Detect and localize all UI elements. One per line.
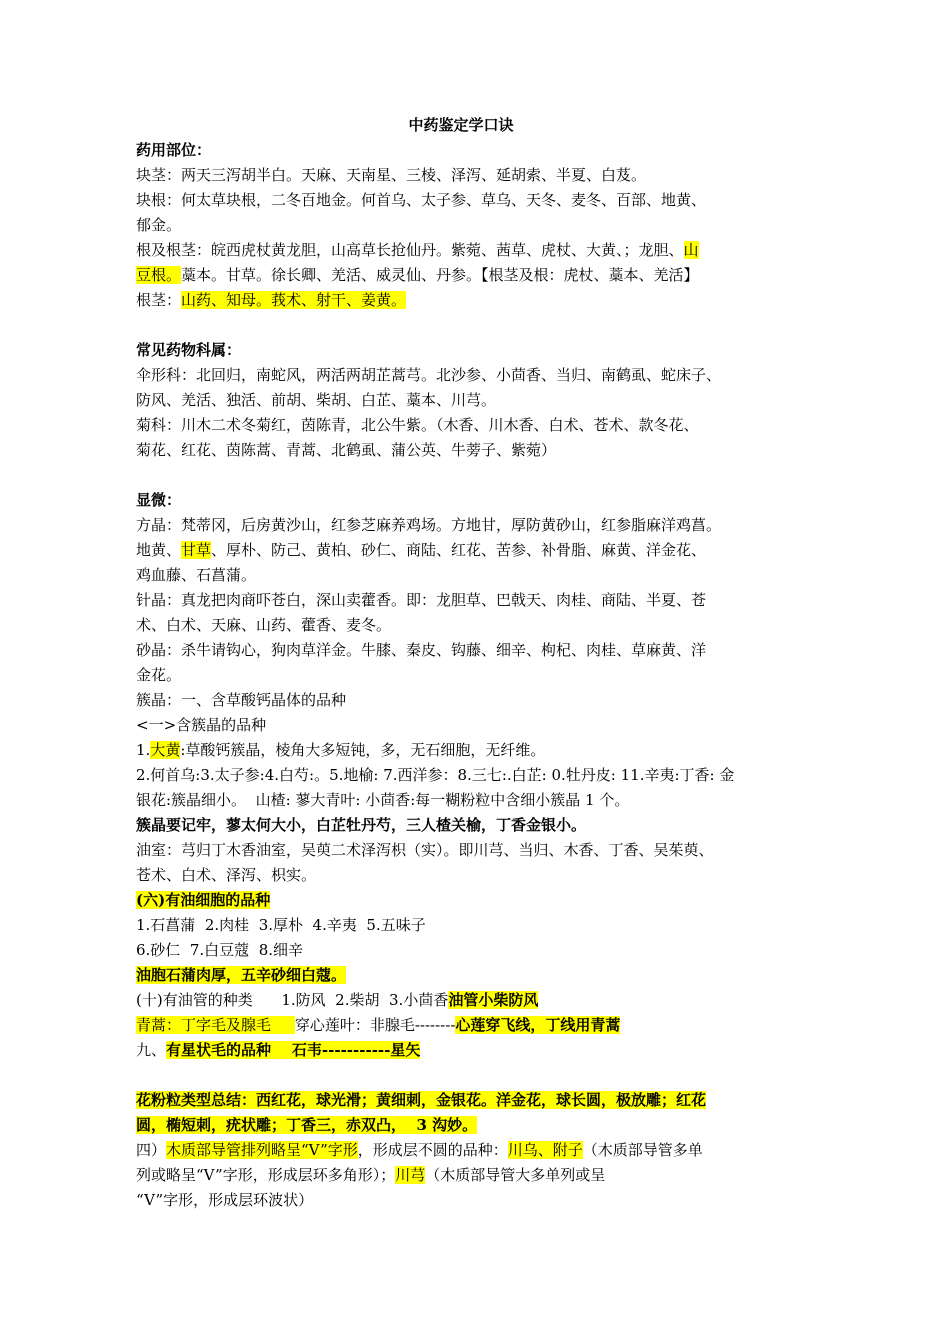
subheading-line [136, 888, 786, 913]
text-span: 穿心莲叶：非腺毛-------- [294, 1016, 456, 1034]
highlight-span: 油管小柴防风 [448, 991, 539, 1009]
text-line: 菊花、红花、茵陈蒿、青蒿、北鹤虱、蒲公英、牛蒡子、紫菀） [136, 441, 557, 459]
section-heading-microscopy: 显微： [136, 491, 182, 509]
highlight-span: 山药、知母。莪术、射干、姜黄。 [181, 291, 407, 309]
section-heading-families: 常见药物科属： [136, 341, 242, 359]
text-span: （木质部导管多单 [582, 1141, 703, 1159]
text-line: 方晶：梵蒂冈，后房黄沙山，红参芝麻养鸡场。方地甘，厚防黄砂山，红参脂麻洋鸡菖。 [136, 516, 722, 534]
text-line: 2.何首乌:3.太子参:4.白芍:。5.地榆: 7.西洋参：8.三七:.白芷: 0.牡丹皮: 11.辛夷:丁香: 金 [136, 766, 735, 784]
text-line: 金花。 [136, 666, 182, 684]
text-span: 列或略呈“V”字形，形成层环多角形）； [136, 1166, 396, 1184]
highlight-span: (六)有油细胞的品种 [136, 891, 271, 909]
text-line: 郁金。 [136, 216, 182, 234]
text-line [136, 288, 786, 313]
highlight-span: 甘草 [181, 541, 212, 559]
text-line: 砂晶：杀牛请钩心，狗肉草洋金。牛膝、秦皮、钩藤、细辛、枸杞、肉桂、草麻黄、洋 [136, 641, 707, 659]
mnemonic-line [136, 1113, 786, 1138]
text-line: 术、白术、天麻、山药、藿香、麦冬。 [136, 616, 392, 634]
text-span: 、厚朴、防己、黄柏、砂仁、商陆、红花、苦参、补骨脂、麻黄、洋金花、 [211, 541, 707, 559]
text-line: <一>含簇晶的品种 [136, 716, 267, 734]
section-heading-parts: 药用部位： [136, 141, 212, 159]
text-line: 苍术、白术、泽泻、枳实。 [136, 866, 317, 884]
highlight-span: 木质部导管排列略呈“V”字形 [166, 1141, 358, 1159]
text-span: 九、 [136, 1041, 167, 1059]
document-page [136, 108, 786, 1213]
text-line: 菊科：川木二术冬菊红，茵陈青，北公牛紫。（木香、川木香、白术、苍术、款冬花、 [136, 416, 699, 434]
text-span: 四） [136, 1141, 167, 1159]
text-line [136, 1138, 786, 1163]
text-line: “V”字形，形成层环波状） [136, 1191, 314, 1209]
text-span: 根茎： [136, 291, 182, 309]
highlight-span: 心莲穿飞线，丁线用青蒿 [455, 1016, 621, 1034]
text-line: 1.石菖蒲 2.肉桂 3.厚朴 4.辛夷 5.五味子 [136, 916, 426, 934]
text-line [136, 738, 786, 763]
highlight-span: 油胞石蒲肉厚，五辛砂细白蔻。 [136, 966, 347, 984]
text-line: 簇晶：一、含草酸钙晶体的品种 [136, 691, 347, 709]
text-span: 根及根茎：皖西虎杖黄龙胆，山高草长抢仙丹。紫菀、茜草、虎杖、大黄、；龙胆、 [136, 241, 684, 259]
highlight-span: 豆根。 [136, 266, 182, 284]
mnemonic-line: 簇晶要记牢，蓼太何大小，白芷牡丹芍，三人楂关榆，丁香金银小。 [136, 816, 587, 834]
highlight-span: 川乌、附子 [507, 1141, 583, 1159]
highlight-span: 大黄 [150, 741, 181, 759]
highlight-span: 圆，椭短刺，疣状雕；丁香三，赤双凸， 3 沟妙。 [136, 1116, 478, 1134]
text-line: 油室：芎归丁木香油室，吴萸二术泽泻枳（实）。即川芎、当归、木香、丁香、吴茱萸、 [136, 841, 714, 859]
text-line: 鸡血藤、石菖蒲。 [136, 566, 257, 584]
text-span: 1. [136, 741, 151, 759]
text-span: ，形成层不圆的品种： [357, 1141, 508, 1159]
text-span: 藁本。甘草。徐长卿、羌活、威灵仙、丹参。【根茎及根：虎杖、藁本、羌活】 [181, 266, 699, 284]
text-line [136, 1013, 786, 1038]
text-span: (十)有油管的种类 1.防风 2.柴胡 3.小茴香 [136, 991, 449, 1009]
highlight-span: 有星状毛的品种 石韦-----------星矢 [166, 1041, 421, 1059]
text-span: （木质部导管大多单列或呈 [425, 1166, 606, 1184]
text-line: 防风、羌活、独活、前胡、柴胡、白芷、藁本、川芎。 [136, 391, 497, 409]
text-line: 伞形科：北回归，南蛇风，两活两胡芷蒿芎。北沙参、小茴香、当归、南鹤虱、蛇床子、 [136, 366, 722, 384]
text-span: 地黄、 [136, 541, 182, 559]
text-span: :草酸钙簇晶，棱角大多短钝，多，无石细胞，无纤维。 [180, 741, 546, 759]
text-line [136, 988, 786, 1013]
mnemonic-line [136, 963, 786, 988]
highlight-span: 山 [683, 241, 699, 259]
highlight-span: 川芎 [395, 1166, 426, 1184]
text-line: 块根：何太草块根，二冬百地金。何首乌、太子参、草乌、天冬、麦冬、百部、地黄、 [136, 191, 707, 209]
text-line: 6.砂仁 7.白豆蔻 8.细辛 [136, 941, 304, 959]
highlight-span: 青蒿：丁字毛及腺毛 [136, 1016, 295, 1034]
highlight-span: 花粉粒类型总结：西红花，球光滑；黄细刺，金银花。洋金花，球长圆，极放雕；红花 [136, 1091, 707, 1109]
text-line [136, 538, 786, 563]
text-line: 块茎：两天三泻胡半白。天麻、天南星、三棱、泽泻、延胡索、半夏、白芨。 [136, 166, 647, 184]
page-title: 中药鉴定学口诀 [408, 116, 514, 134]
text-line [136, 1163, 786, 1188]
text-line [136, 238, 786, 263]
text-line [136, 263, 786, 288]
text-line [136, 1038, 786, 1063]
text-line: 银花:簇晶细小。 山楂: 蓼大青叶: 小茴香:每一糊粉粒中含细小簇晶 1 个。 [136, 791, 630, 809]
text-line: 针晶：真龙把肉商吓苍白，深山卖藿香。即：龙胆草、巴戟天、肉桂、商陆、半夏、苍 [136, 591, 707, 609]
mnemonic-line [136, 1088, 786, 1113]
